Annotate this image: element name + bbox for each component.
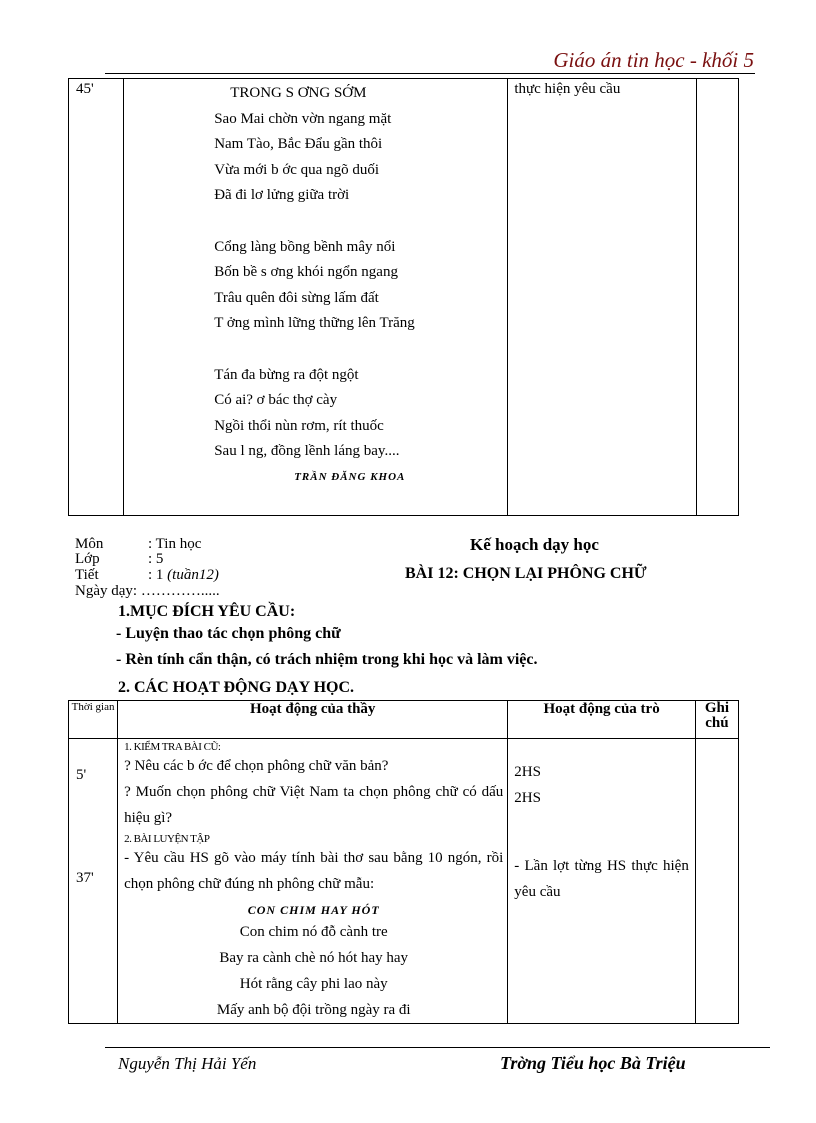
date-label: Ngày dạy: …………..... (75, 583, 220, 599)
poem-line: Đã đi lơ lửng giữa trời (214, 187, 350, 203)
poem-line: Vừa mới b ớc qua ngõ duối (214, 161, 379, 178)
question: ? Muốn chọn phông chữ Việt Nam ta chọn phông chữ có dấu hiệu gì? (124, 784, 504, 826)
student-activity-cell (508, 739, 696, 1024)
poem-line: Trâu quên đôi sừng lấm đất (214, 289, 379, 306)
period-week: (tuần12) (167, 567, 219, 583)
sample-poem-title: CON CHIM HAY HÓT (247, 903, 380, 917)
activities-heading: 2. CÁC HOẠT ĐỘNG DẠY HỌC. (118, 679, 355, 696)
class-label: Lớp (75, 551, 100, 567)
teacher-name: Nguyễn Thị Hải Yến (118, 1054, 257, 1073)
period-value (148, 568, 219, 583)
objectives-heading: 1.MỤC ĐÍCH YÊU CẦU: (118, 603, 296, 620)
col-header-time: Thời gian (69, 701, 118, 739)
poem-line: Tán đa bừng ra đột ngột (214, 366, 359, 383)
sample-poem (124, 901, 503, 1023)
student-cell: thực hiện yêu cầu (508, 79, 697, 516)
header-divider (105, 73, 755, 74)
poem-title: TRONG S ƠNG SỚM (230, 85, 367, 101)
activity-table (68, 700, 739, 1024)
objective-item: - Rèn tính cẩn thận, có trách nhiệm trong khi học và làm việc. (116, 651, 538, 668)
time-cell: 45' (69, 79, 124, 516)
student-task: - Lần lợt từng HS thực hiện yêu cầu (514, 858, 689, 900)
poem-line: Có ai? ơ bác thợ cày (214, 392, 338, 408)
poem-author: TRẦN ĐĂNG KHOA (294, 470, 406, 483)
time-value: 5' (76, 767, 87, 783)
period-label: Tiết (75, 567, 99, 583)
poem-line: Ngồi thổi nùn rơm, rít thuốc (214, 417, 384, 434)
poem-line: Sao Mai chờn vờn ngang mặt (214, 110, 392, 127)
poem-line: T ởng mình lững thững lên Trăng (214, 315, 415, 331)
poem-table (68, 78, 739, 516)
class-value: : 5 (148, 551, 164, 567)
poem-line: Sau l ng, đồng lềnh láng bay.... (214, 443, 400, 459)
teacher-activity-cell (118, 739, 508, 1024)
subject-label: Môn (75, 536, 104, 552)
sample-poem-line: Bay ra cành chè nó hót hay hay (219, 950, 409, 966)
lesson-title: BÀI 12: CHỌN LẠI PHÔNG CHỮ (405, 565, 647, 582)
section-heading: 2. BÀI LUYỆN TẬP (124, 833, 210, 845)
sample-poem-line: Mấy anh bộ đội trồng ngày ra đi (216, 1002, 411, 1018)
poem-line: Bốn bề s ơng khói ngổn ngang (214, 264, 398, 280)
poem-line: Nam Tào, Bắc Đẩu gần thôi (214, 136, 383, 152)
subject-value: : Tin học (148, 536, 202, 552)
poem-cell (124, 79, 508, 516)
plan-title: Kế hoạch dạy học (470, 535, 599, 554)
task-description: - Yêu cầu HS gõ vào máy tính bài thơ sau bằng 10 ngón, rồi chọn phông chữ đúng nh phông chữ mẫu: (124, 850, 504, 892)
sample-poem-line: Hót rằng cây phi lao này (239, 976, 388, 992)
sample-poem-line: Con chim nó đỗ cành tre (239, 924, 388, 940)
time-cell (69, 739, 118, 1024)
section-heading: 1. KIỂM TRA BÀI CŨ: (124, 741, 221, 753)
question: ? Nêu các b ớc để chọn phông chữ văn bản? (124, 758, 389, 774)
school-name: Trờng Tiểu học Bà Triệu (500, 1053, 686, 1073)
note-cell (695, 739, 738, 1024)
col-header-teacher: Hoạt động của thầy (118, 701, 508, 739)
objective-item: - Luyện thao tác chọn phông chữ (116, 625, 341, 642)
col-header-student: Hoạt động của trò (508, 701, 696, 739)
student-answer: 2HS (514, 790, 541, 806)
time-value: 37' (76, 870, 94, 886)
footer-divider (105, 1047, 770, 1048)
period-number: : 1 (148, 567, 164, 583)
header-title: Giáo án tin học - khối 5 (553, 48, 754, 72)
col-header-note: Ghi chú (695, 701, 738, 739)
student-answer: 2HS (514, 764, 541, 780)
poem-line: Cổng làng bồng bềnh mây nổi (214, 238, 396, 255)
note-cell (697, 79, 739, 516)
